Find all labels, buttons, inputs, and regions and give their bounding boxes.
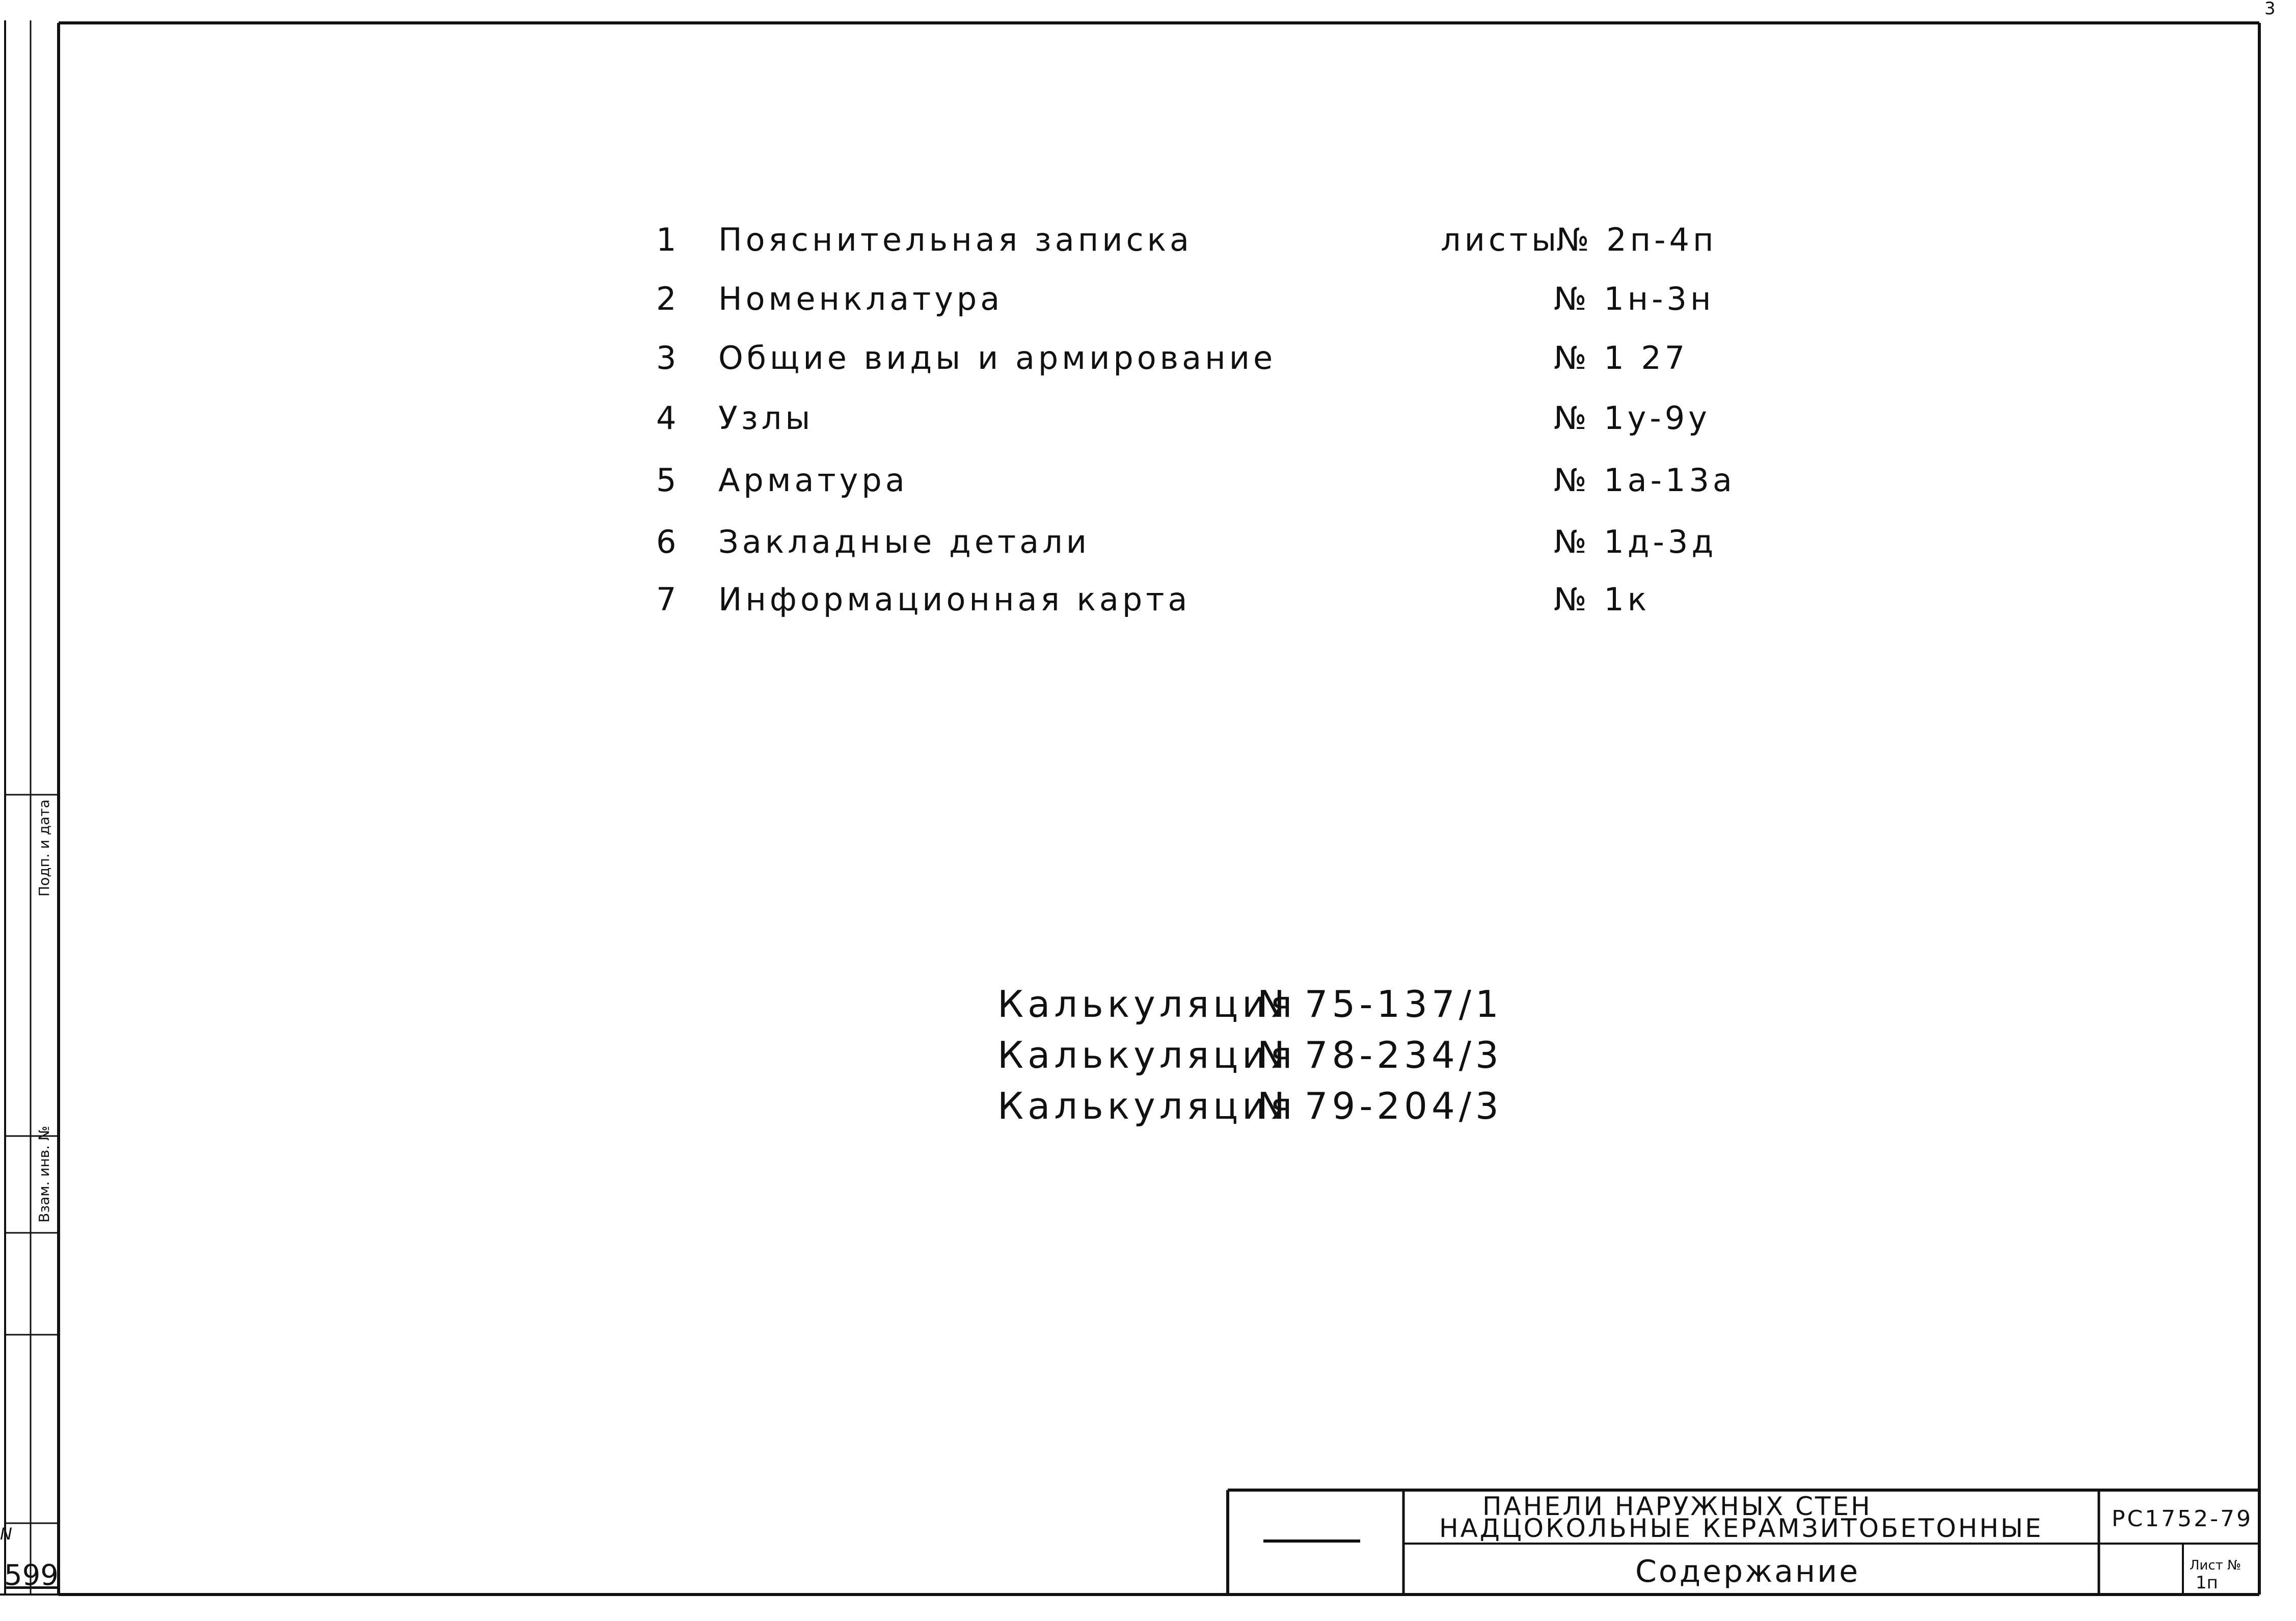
margin-stamp-1: Подп. и дата	[36, 799, 52, 897]
toc-title-6: Закладные детали	[718, 523, 1091, 560]
margin-stamp-2: Взам. инв. №	[36, 1125, 52, 1223]
title-block-line1: ПАНЕЛИ НАРУЖНЫХ СТЕН	[1482, 1492, 1872, 1521]
toc-sheets-2: № 1н-3н	[1554, 280, 1715, 317]
title-block-doc-code: РС1752-79	[2112, 1506, 2253, 1532]
toc-title-3: Общие виды и армирование	[718, 339, 1277, 376]
toc-sheets-1: № 2п-4п	[1556, 221, 1717, 258]
toc-sheets-7: № 1к	[1554, 581, 1651, 618]
inventory-number: 599	[4, 1559, 59, 1592]
toc-title-4: Узлы	[718, 399, 814, 437]
toc-num-6: 6	[656, 523, 680, 560]
title-block-sheet-no: 1п	[2196, 1573, 2218, 1593]
toc-sheets-5: № 1а-13а	[1554, 462, 1736, 499]
toc-sheets-4: № 1у-9у	[1554, 399, 1711, 437]
toc-num-4: 4	[656, 399, 680, 437]
toc-num-1: 1	[656, 221, 680, 258]
toc-sheets-3: № 1 27	[1554, 339, 1689, 376]
toc-num-7: 7	[656, 581, 680, 618]
toc-sheets-6: № 1д-3д	[1554, 523, 1717, 560]
toc-prefix-1: листы	[1441, 221, 1560, 258]
calc-number-3: N 79-204/3	[1257, 1085, 1503, 1127]
page-marker: 3	[2264, 0, 2276, 19]
calc-label-3: Калькуляция	[997, 1085, 1296, 1127]
title-block-sheet-title: Содержание	[1635, 1554, 1860, 1589]
toc-title-5: Арматура	[718, 462, 908, 499]
calc-number-2: N 78-234/3	[1257, 1034, 1503, 1076]
toc-num-5: 5	[656, 462, 680, 499]
calc-label-2: Калькуляция	[997, 1034, 1296, 1076]
title-block-sheet-label: Лист №	[2190, 1558, 2241, 1573]
toc-title-2: Номенклатура	[718, 280, 1004, 317]
toc-title-1: Пояснительная записка	[718, 221, 1193, 258]
title-block-line2: НАДЦОКОЛЬНЫЕ КЕРАМЗИТОБЕТОННЫЕ	[1439, 1514, 2043, 1543]
toc-num-3: 3	[656, 339, 680, 376]
toc-num-2: 2	[656, 280, 680, 317]
toc-title-7: Информационная карта	[718, 581, 1191, 618]
calc-label-1: Калькуляция	[997, 983, 1296, 1025]
calc-number-1: N 75-137/1	[1257, 983, 1503, 1025]
inventory-label: N	[0, 1524, 12, 1544]
